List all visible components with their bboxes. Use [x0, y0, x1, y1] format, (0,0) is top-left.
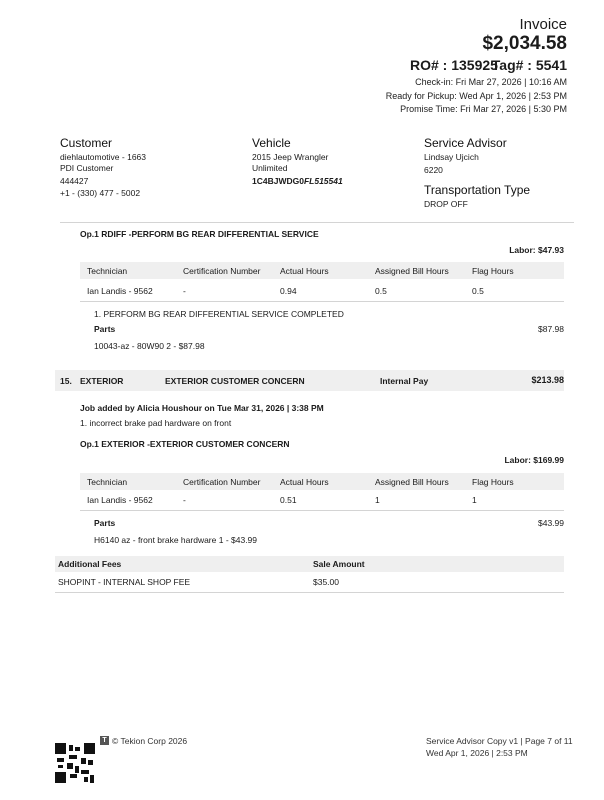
col-certification: Certification Number: [183, 266, 261, 276]
invoice-total: $2,034.58: [482, 33, 567, 54]
col-flag-hours: Flag Hours: [472, 477, 514, 487]
ready-for-pickup-time: Ready for Pickup: Wed Apr 1, 2026 | 2:53 PM: [385, 91, 567, 101]
col-flag-hours: Flag Hours: [472, 266, 514, 276]
job-code: EXTERIOR: [80, 376, 124, 386]
labor-amount: Labor: $47.93: [509, 245, 564, 255]
part-line: 10043-az - 80W90 2 - $87.98: [94, 341, 205, 351]
job-description: EXTERIOR CUSTOMER CONCERN: [165, 376, 305, 386]
job-added-by: Job added by Alicia Houshour on Tue Mar 31, 2026 | 3:38 PM: [80, 403, 324, 413]
tech-certification: -: [183, 286, 186, 296]
vehicle-heading: Vehicle: [252, 136, 291, 150]
customer-id: 444427: [60, 176, 89, 186]
col-technician: Technician: [87, 266, 128, 276]
customer-phone: +1 - (330) 477 - 5002: [60, 188, 141, 198]
col-actual-hours: Actual Hours: [280, 477, 329, 487]
fees-header-bar: [55, 556, 564, 572]
invoice-title: Invoice: [519, 16, 567, 33]
op-title: Op.1 EXTERIOR -EXTERIOR CUSTOMER CONCERN: [80, 439, 290, 449]
job-header-bar: [55, 370, 564, 391]
ro-number: RO# : 135925: [410, 57, 498, 73]
col-actual-hours: Actual Hours: [280, 266, 329, 276]
tech-certification: -: [183, 495, 186, 505]
tech-actual-hours: 0.51: [280, 495, 297, 505]
tech-flag-hours: 0.5: [472, 286, 484, 296]
transport-type: DROP OFF: [424, 199, 468, 209]
tech-flag-hours: 1: [472, 495, 477, 505]
vehicle-model: 2015 Jeep Wrangler: [252, 152, 329, 162]
tech-assigned-hours: 0.5: [375, 286, 387, 296]
parts-label: Parts: [94, 324, 116, 334]
tag-number: Tag# : 5541: [491, 57, 567, 73]
check-in-time: Check-in: Fri Mar 27, 2026 | 10:16 AM: [415, 77, 567, 87]
labor-amount: Labor: $169.99: [504, 455, 564, 465]
printed-date: Wed Apr 1, 2026 | 2:53 PM: [426, 748, 528, 758]
col-technician: Technician: [87, 477, 128, 487]
advisor-heading: Service Advisor: [424, 136, 507, 150]
qr-code: [55, 743, 95, 783]
customer-type: PDI Customer: [60, 163, 114, 173]
fee-amount: $35.00: [313, 577, 339, 587]
col-assigned-bill-hours: Assigned Bill Hours: [375, 266, 449, 276]
advisor-number: 6220: [424, 165, 443, 175]
tech-name: Ian Landis - 9562: [87, 495, 153, 505]
divider: [60, 222, 574, 223]
copyright: © Tekion Corp 2026: [112, 736, 188, 746]
tekion-logo-icon: T: [100, 736, 109, 745]
op-note: 1. PERFORM BG REAR DIFFERENTIAL SERVICE COMPLETED: [94, 309, 344, 319]
transport-heading: Transportation Type: [424, 183, 531, 197]
vin-prefix: 1C4BJWDG0: [252, 176, 304, 186]
advisor-name: Lindsay Ujcich: [424, 152, 479, 162]
divider: [55, 592, 564, 593]
job-pay-type: Internal Pay: [380, 376, 429, 386]
vehicle-model-trim: Unlimited: [252, 163, 288, 173]
parts-total: $43.99: [538, 518, 564, 528]
parts-label: Parts: [94, 518, 116, 528]
fees-heading: Additional Fees: [58, 559, 122, 569]
col-assigned-bill-hours: Assigned Bill Hours: [375, 477, 449, 487]
fee-label: SHOPINT - INTERNAL SHOP FEE: [58, 577, 191, 587]
op-title: Op.1 RDIFF -PERFORM BG REAR DIFFERENTIAL SERVICE: [80, 229, 319, 239]
tech-assigned-hours: 1: [375, 495, 380, 505]
promise-time: Promise Time: Fri Mar 27, 2026 | 5:30 PM: [400, 104, 567, 114]
fees-amount-heading: Sale Amount: [313, 559, 365, 569]
job-amount: $213.98: [531, 375, 564, 385]
divider: [80, 510, 564, 511]
parts-total: $87.98: [538, 324, 564, 334]
customer-name: diehlautomotive - 1663: [60, 152, 147, 162]
job-concern: 1. incorrect brake pad hardware on front: [80, 418, 232, 428]
vin-suffix: FL515541: [303, 176, 343, 186]
copy-info: Service Advisor Copy v1 | Page 7 of 11: [426, 736, 573, 746]
col-certification: Certification Number: [183, 477, 261, 487]
tech-name: Ian Landis - 9562: [87, 286, 153, 296]
divider: [80, 301, 564, 302]
vehicle-vin: [252, 176, 343, 186]
part-line: H6140 az - front brake hardware 1 - $43.99: [94, 535, 258, 545]
job-number: 15.: [60, 376, 72, 386]
customer-heading: Customer: [60, 136, 113, 150]
tech-actual-hours: 0.94: [280, 286, 297, 296]
